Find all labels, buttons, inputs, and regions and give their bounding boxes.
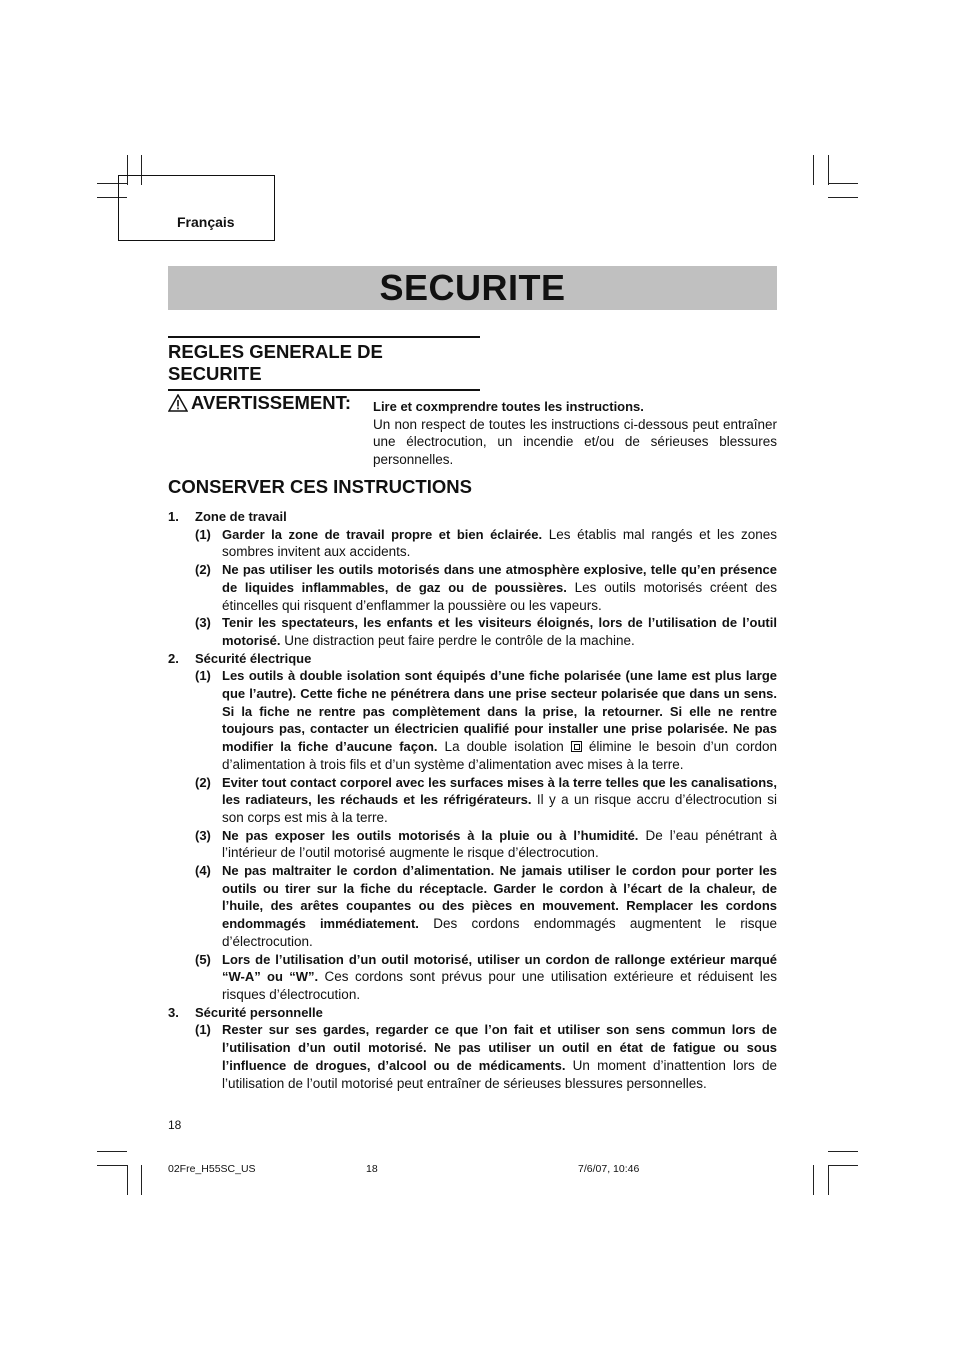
section-title-text: Sécurité électrique	[195, 650, 312, 666]
item-bold-text: Ne pas utiliser les outils motorisés dans une atmosphère explosive, telle qu’en présence de liquides inflammables, de gaz ou de poussières.	[222, 562, 777, 595]
list-item	[168, 667, 777, 773]
section-number: 2.	[168, 650, 179, 666]
item-text: Une distraction peut faire perdre le contrôle de la machine.	[280, 632, 635, 648]
double-insulation-icon	[571, 741, 582, 752]
list-item	[168, 614, 777, 649]
item-number: (3)	[195, 615, 211, 631]
section-title	[168, 508, 777, 526]
item-text: De l’eau pénétrant à l’intérieur de l’outil motorisé augmente le risque d’électrocution.	[222, 827, 778, 861]
item-bold-text: Les outils à double isolation sont équipés d’une fiche polarisée (une lame est plus large que l’autre). Cette fiche ne pénétrera dans une prise secteur polarisée que dans un sens. Si la fiche ne rentre pas complètement dans la prise, la retourner. Si elle ne rentre toujours pas, contacter un électricien qualifié pour installer une prise polarisée. Ne pas modifier la fiche d’aucune façon.	[222, 668, 777, 755]
item-number: (3)	[195, 827, 211, 843]
warning-text	[373, 398, 777, 468]
item-bold-text: Ne pas exposer les outils motorisés à la pluie ou à l’humidité.	[222, 827, 639, 843]
page-number: 18	[168, 1118, 182, 1132]
item-text: Un moment d’inattention lors de l’utilisation de l’outil motorisé peut entraîner de sérieuses blessures personnelles.	[222, 1057, 777, 1091]
section-title	[168, 650, 777, 668]
footer-file: 02Fre_H55SC_US	[168, 1163, 256, 1175]
warning-triangle-icon	[168, 394, 188, 412]
item-text: Il y a un risque accru d’électrocution si son corps est mis à la terre.	[222, 792, 777, 825]
item-text: Les outils motorisés créent des étincelles qui risquent d’enflammer la poussière ou les vapeurs.	[222, 579, 778, 613]
item-bold-text: Garder la zone de travail propre et bien éclairée.	[222, 526, 543, 542]
item-bold-text: Rester sur ses gardes, regarder ce que l’on fait et utiliser son sens commun lors de l’utilisation d’un outil motorisé. Ne pas utiliser un outil en état de fatigue ou sous l’influence de drogues, d’alcool ou de médicaments.	[222, 1022, 777, 1073]
item-number: (2)	[195, 774, 211, 790]
list-item	[168, 774, 777, 827]
language-tab	[118, 175, 275, 241]
instruction-list	[168, 508, 777, 1092]
footer-date: 7/6/07, 10:46	[578, 1163, 640, 1175]
item-number: (2)	[195, 562, 211, 578]
section-title-text: Sécurité personnelle	[195, 1004, 323, 1020]
item-number: (1)	[195, 526, 211, 542]
title-bar	[168, 266, 777, 310]
item-text: Des cordons endommagés augmentent le risque d’électrocution.	[222, 916, 777, 949]
footer-page: 18	[366, 1163, 378, 1175]
list-item	[168, 561, 777, 614]
list-item	[168, 1021, 777, 1092]
list-item	[168, 951, 777, 1004]
page-title: SECURITE	[379, 267, 566, 308]
item-text: Ces cordons sont prévus pour une utilisation extérieure et réduisent les risques d’électrocution.	[222, 969, 777, 1002]
section-heading: REGLES GENERALE DE SECURITE	[168, 336, 480, 391]
section-number: 3.	[168, 1004, 179, 1020]
warning-label: AVERTISSEMENT:	[191, 392, 352, 413]
item-number: (1)	[195, 1022, 211, 1038]
conserver-heading: CONSERVER CES INSTRUCTIONS	[168, 476, 472, 497]
warning-body: Un non respect de toutes les instructions ci-dessous peut entraîner une électrocution, un incendie et/ou de sérieuses blessures personnelles.	[373, 416, 777, 467]
section-title	[168, 1004, 777, 1022]
item-number: (4)	[195, 863, 211, 879]
list-item	[168, 862, 777, 951]
item-bold-text: Tenir les spectateurs, les enfants et les visiteurs éloignés, lors de l’utilisation de l’outil motorisé.	[222, 615, 777, 648]
item-bold-text: Lors de l’utilisation d’un outil motorisé, utiliser un cordon de rallonge extérieur marqué “W-A” ou “W”.	[222, 951, 777, 985]
item-bold-text: Eviter tout contact corporel avec les surfaces mises à la terre telles que les canalisations, les radiateurs, les réchauds et les réfrigérateurs.	[222, 774, 777, 808]
section-title-text: Zone de travail	[195, 509, 287, 524]
item-number: (1)	[195, 668, 211, 684]
language-label: Français	[177, 214, 235, 230]
item-text-after: élimine le besoin d’un cordon d’alimentation à trois fils et d’un système d’alimentation avec mises à la terre.	[222, 739, 777, 772]
item-bold-text: Ne pas maltraiter le cordon d’alimentation. Ne jamais utiliser le cordon pour porter les outils ou tirer sur la fiche du réceptacle. Garder le cordon à l’écart de la chaleur, de l’huile, des arêtes coupantes ou des pièces en mouvement. Remplacer les cordons endommagés immédiatement.	[222, 863, 777, 932]
section-number: 1.	[168, 509, 179, 524]
item-text: Les établis mal rangés et les zones sombres invitent aux accidents.	[222, 526, 777, 560]
list-item	[168, 827, 777, 862]
item-text: La double isolation	[437, 739, 564, 755]
list-item	[168, 526, 777, 561]
warning-bold: Lire et coxmprendre toutes les instructions.	[373, 399, 644, 414]
item-number: (5)	[195, 951, 211, 967]
